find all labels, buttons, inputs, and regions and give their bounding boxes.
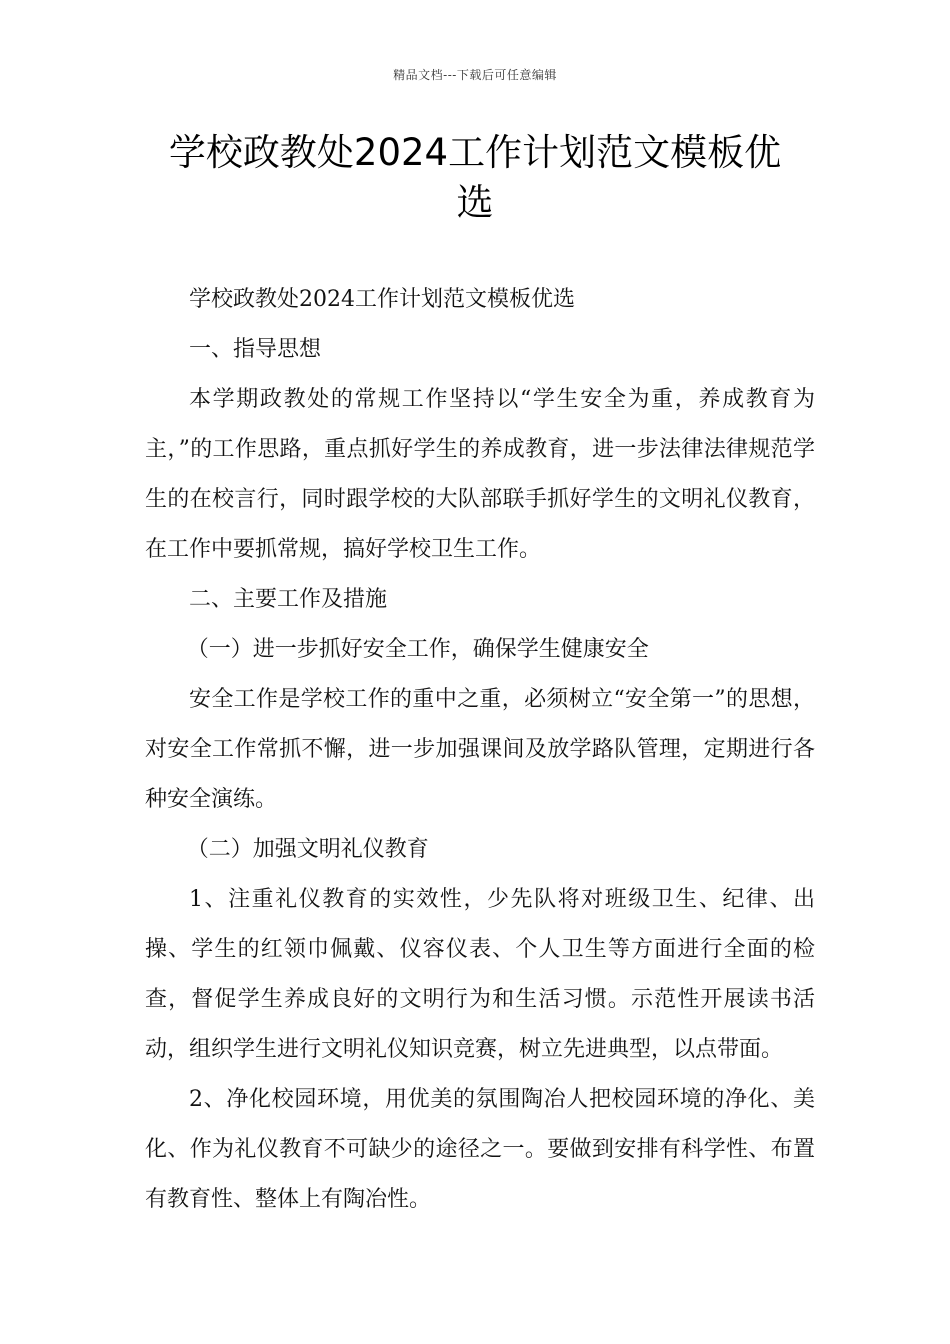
document-body <box>145 275 815 1225</box>
page-header: 精品文档---下载后可任意编辑 <box>393 68 557 82</box>
subsection-heading-1: （一）进一步抓好安全工作，确保学生健康安全 <box>186 637 649 662</box>
paragraph-2: 安全工作是学校工作的重中之重，必须树立“安全第一”的思想，对安全工作常抓不懈，进一步加强课间及放学路队管理，定期进行各种安全演练。 <box>145 687 815 812</box>
paragraph-1: 本学期政教处的常规工作坚持以“学生安全为重，养成教育为主，”的工作思路，重点抓好学生的养成教育，进一步法律法律规范学生的在校言行，同时跟学校的大队部联手抓好学生的文明礼仪教育，在工作中要抓常规，搞好学校卫生工作。 <box>145 387 815 562</box>
section-heading-2: 二、主要工作及措施 <box>189 587 388 612</box>
document-title <box>140 128 810 228</box>
section-heading-1: 一、指导思想 <box>189 337 322 362</box>
title-line-1: 学校政教处2024工作计划范文模板优 <box>168 131 782 174</box>
subtitle-paragraph: 学校政教处2024工作计划范文模板优选 <box>189 287 575 312</box>
paragraph-3: 1、注重礼仪教育的实效性，少先队将对班级卫生、纪律、出操、学生的红领巾佩戴、仪容仪表、个人卫生等方面进行全面的检查，督促学生养成良好的文明行为和生活习惯。示范性开展读书活动，组织学生进行文明礼仪知识竞赛，树立先进典型，以点带面。 <box>145 887 815 1062</box>
title-line-2: 选 <box>456 181 494 224</box>
paragraph-4: 2、净化校园环境，用优美的氛围陶冶人把校园环境的净化、美化、作为礼仪教育不可缺少的途径之一。要做到安排有科学性、布置有教育性、整体上有陶冶性。 <box>145 1087 815 1212</box>
subsection-heading-2: （二）加强文明礼仪教育 <box>186 837 429 862</box>
